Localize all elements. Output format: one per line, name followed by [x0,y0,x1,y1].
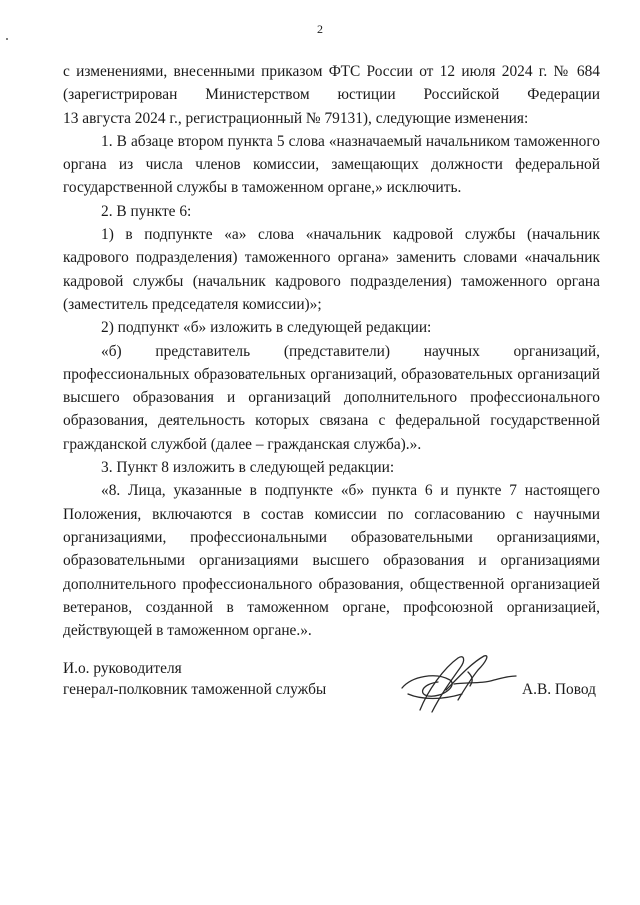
body-line: кадрового подразделения) таможенного органа» заменить словами «начальник [63,249,600,267]
signatory-title: И.о. руководителя [63,660,182,677]
body-line: 1) в подпункте «а» слова «начальник кадровой службы (начальник [101,226,600,244]
signatory-position [63,658,326,700]
body-line: государственной службы в таможенном органе,» исключить. [63,179,462,197]
body-line: кадровой службы (начальник кадрового подразделения) таможенного органа [63,272,600,290]
body-line: 3. Пункт 8 изложить в следующей редакции: [101,459,395,477]
body-line: 1. В абзаце втором пункта 5 слова «назначаемый начальником таможенного [101,132,600,150]
body-line: 2. В пункте 6: [101,202,192,220]
signatory-rank: генерал-полковник таможенной службы [63,681,327,698]
body-line: (заместитель председателя комиссии)»; [63,295,322,313]
body-line: гражданской службой (далее – гражданская служба).». [63,435,422,453]
handwritten-signature [398,650,518,724]
body-line: профессиональных образовательных организаций, образовательных организаций [63,365,600,383]
signer-name: А.В. Повод [522,681,596,698]
body-line: (зарегистрирован Министерством юстиции Российской Федерации [63,86,600,104]
body-line: образования, деятельность которых связана с федеральной государственной [63,412,600,430]
body-line: организациями, профессиональными образовательными организациями, [63,528,600,546]
body-line: органа из числа членов комиссии, замещающих должности федеральной [63,156,600,174]
page-number: 2 [317,22,323,36]
scan-speck [6,38,8,40]
body-line: с изменениями, внесенными приказом ФТС России от 12 июля 2024 г. № 684 [63,63,600,80]
body-line: действующей в таможенном органе.». [63,622,312,640]
body-line: 2) подпункт «б» изложить в следующей редакции: [101,319,432,337]
body-line: образовательными организациями высшего образования и организациями [63,552,600,570]
document-body [63,60,600,642]
body-line: Положения, включаются в состав комиссии по согласованию с научными [63,505,600,523]
body-line: высшего образования и организаций дополнительного профессионального [63,389,600,407]
body-line: дополнительного профессионального образования, общественной организацией [63,575,600,593]
body-line: ветеранов, созданной в таможенном органе, профсоюзной организацией, [63,598,600,616]
body-line: «8. Лица, указанные в подпункте «б» пункта 6 и пункте 7 настоящего [101,482,600,500]
body-line: 13 августа 2024 г., регистрационный № 79131), следующие изменения: [63,109,529,127]
body-line: «б) представитель (представители) научных организаций, [101,342,600,360]
